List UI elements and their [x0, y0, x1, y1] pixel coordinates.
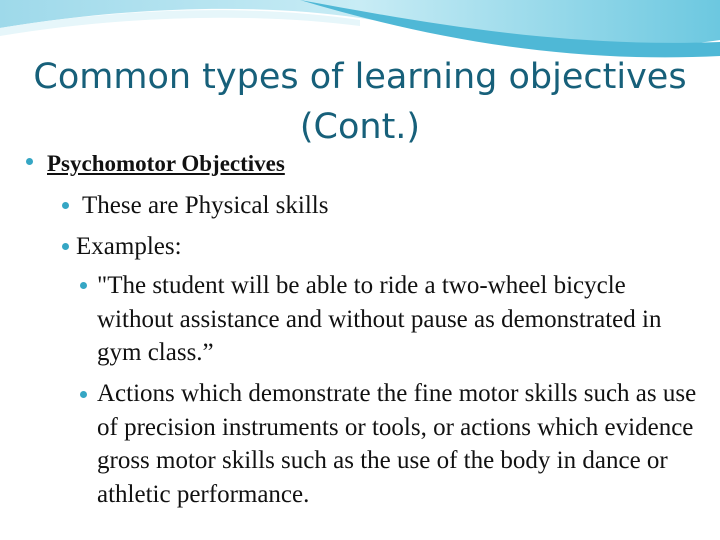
slide-title — [0, 52, 720, 152]
physical-skills-item: These are Physical skills — [82, 192, 329, 219]
bullet-dot-icon — [80, 391, 87, 398]
examples-label: Examples: — [76, 233, 182, 260]
bullet-dot-icon — [80, 282, 87, 289]
psychomotor-heading: Psychomotor Objectives — [47, 151, 285, 176]
bullet-dot-icon — [62, 202, 69, 209]
bullet-dot-icon — [62, 243, 69, 250]
bullet-dot-icon — [26, 158, 33, 165]
title-line-1: Common types of learning objectives — [33, 57, 687, 97]
example-motor-skills: Actions which demonstrate the fine motor skills such as use of precision instruments or tools, or actions which evidence gross motor skills such as the use of the body in dance or athletic performance. — [97, 380, 697, 508]
example-bicycle: "The student will be able to ride a two-wheel bicycle without assistance and without pause as demonstrated in gym class.” — [97, 272, 662, 366]
title-line-2: (Cont.) — [299, 107, 421, 147]
